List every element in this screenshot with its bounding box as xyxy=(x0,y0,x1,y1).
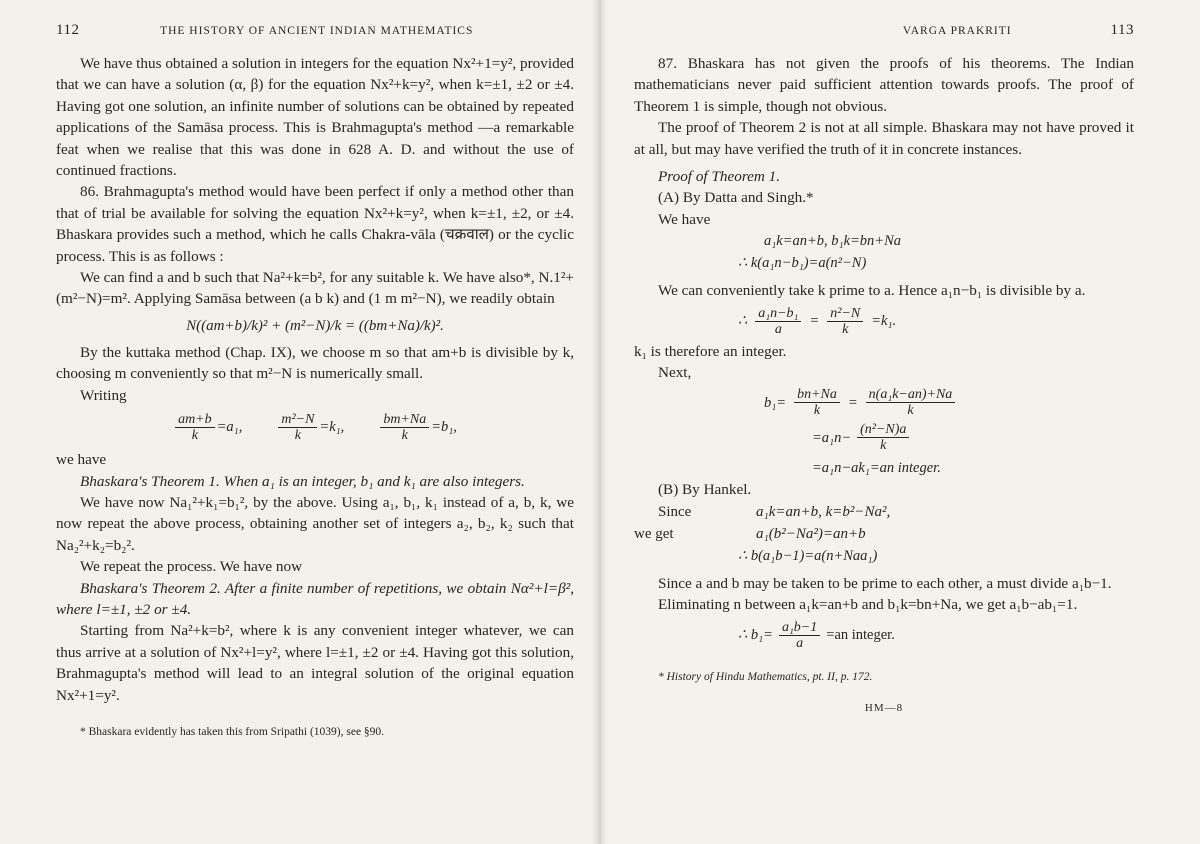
eq-b4-num: a₁b−1 xyxy=(779,620,820,636)
eq-a3-rhs: =k₁. xyxy=(871,313,897,330)
right-page xyxy=(600,0,1200,844)
right-eq-a1: a₁k=an+b, b₁k=bn+Na xyxy=(764,233,902,250)
eq-a3-therefore: ∴ xyxy=(738,313,748,330)
right-eq-a4: b₁= $\frac{bn+Na}{k}$ = $\frac{\text{n(a₁k−an)+Na}}{k}$ xyxy=(634,387,1134,418)
eq2-den-1: k xyxy=(191,428,198,444)
eq-a4-den1: k xyxy=(813,403,821,419)
right-eq-b1: a₁k=an+b, k=b²−Na², xyxy=(756,503,891,520)
eq2-num-2: m²−N xyxy=(278,412,317,428)
left-paragraph-86: 86. Brahmagupta's method would have been perfect if only a method other than that of trial be available for solving the equation Nx²+k=y², when k=±1, ±2, or ±4. Bhaskara provides such a method, which he calls Chakra-vāla (चक्रवाल) or the cyclic process. This is as follows : xyxy=(56,183,574,265)
eq-b4-lhs: ∴ b₁= xyxy=(738,627,773,644)
right-paragraph-3: We can conveniently take k prime to a. Hence a₁n−b₁ is divisible by a. xyxy=(658,282,1086,300)
left-footnote: * Bhaskara evidently has taken this from Sripathi (1039), see §90. xyxy=(80,725,385,738)
left-paragraph-1: We have thus obtained a solution in integers for the equation Nx²+1=y², provided that we can have a solution (α, β) for the equation Nx²+k=y², when k=±1, ±2 or ±4. Having got one solution, an infinite number of solutions can be obtained by repeated applications of the Samāsa process. This is Brahmagupta's method —a remarkable feat when we realise that this was done in 628 A. D. and without the use of continued fractions. xyxy=(56,55,574,180)
right-running-title: VARGA PRAKRITI xyxy=(902,25,1012,37)
eq2-rhs-2: =k₁, xyxy=(319,418,345,435)
right-eq-b2: a₁(b²−Na²)=an+b xyxy=(756,525,866,542)
right-part-b: (B) By Hankel. xyxy=(658,481,752,499)
eq2-term-b1 xyxy=(378,412,457,443)
eq-a3-den2: k xyxy=(842,321,849,337)
right-we-have: We have xyxy=(658,210,711,228)
book-gutter xyxy=(592,0,608,844)
right-eq-a6: =a₁n−ak₁=an integer. xyxy=(812,460,941,477)
right-page-number: 113 xyxy=(1110,22,1134,38)
eq-a3-den1: a xyxy=(774,321,782,337)
eq-a3-num2: n²−N xyxy=(827,306,863,322)
eq-a5-den: k xyxy=(880,438,887,454)
left-running-title: THE HISTORY OF ANCIENT INDIAN MATHEMATICS xyxy=(160,25,474,37)
eq-a4-lhs: b₁= xyxy=(764,394,787,411)
eq-b4-rhs: =an integer. xyxy=(826,627,895,644)
left-paragraph-5: We have now Na₁²+k₁=b₁², by the above. Using a₁, b₁, k₁ instead of a, b, k, we now repeat the above process, obtaining another set of integers a₂, b₂, k₂ such that Na₂²+k₂=b₂². xyxy=(56,493,574,554)
eq-a4-num1: bn+Na xyxy=(794,387,840,403)
right-eq-a5 xyxy=(634,422,1134,453)
left-we-have: we have xyxy=(56,451,107,469)
right-running-head xyxy=(634,22,1134,39)
right-paragraph-5: Eliminating n between a₁k=an+b and b₁k=bn+Na, we get a₁b−ab₁=1. xyxy=(658,596,1078,614)
right-footnote: * History of Hindu Mathematics, pt. II, p. 172. xyxy=(658,670,873,683)
left-equation-1: N((am+b)/k)² + (m²−N)/k = ((bm+Na)/k)². xyxy=(186,317,444,334)
right-k1-integer: k₁ is therefore an integer. xyxy=(634,342,787,360)
left-running-head xyxy=(56,22,574,39)
eq2-rhs-1: =a₁, xyxy=(216,418,243,435)
right-since: Since xyxy=(658,503,692,520)
eq-a4-num2: n(a₁k−an)+Na xyxy=(866,387,956,403)
left-equation-2 xyxy=(56,412,574,443)
left-theorem-1: Bhaskara's Theorem 1. When a₁ is an integer, b₁ and k₁ are also integers. xyxy=(80,472,525,490)
right-part-a: (A) By Datta and Singh.* xyxy=(658,189,814,207)
left-page-number: 112 xyxy=(56,22,80,38)
left-writing-label: Writing xyxy=(80,386,127,404)
right-paragraph-2: The proof of Theorem 2 is not at all simple. Bhaskara may not have proved it at all, but may have verified the truth of it in concrete instances. xyxy=(634,119,1134,158)
eq2-num-3: bm+Na xyxy=(380,412,429,428)
left-paragraph-6: We repeat the process. We have now xyxy=(80,558,303,576)
right-next: Next, xyxy=(658,364,692,382)
right-we-get: we get xyxy=(634,525,674,542)
right-eq-a2: ∴ k(a₁n−b₁)=a(n²−N) xyxy=(738,255,867,272)
left-theorem-2: Bhaskara's Theorem 2. After a finite number of repetitions, we obtain Nα²+l=β², where l=±1, ±2 or ±4. xyxy=(56,579,574,618)
right-paragraph-4: Since a and b may be taken to be prime to each other, a must divide a₁b−1. xyxy=(658,574,1112,592)
right-paragraph-87: 87. Bhaskara has not given the proofs of his theorems. The Indian mathematicians never paid sufficient attention towards proofs. The proof of Theorem 1 is simple, though not obvious. xyxy=(634,55,1134,115)
left-paragraph-7: Starting from Na²+k=b², where k is any convenient integer whatever, we can thus arrive at a solution of Nx²+l=y², where l=±1, ±2 or ±4. Having got this solution, Brahmagupta's method will lead to an integral solution of the original equation Nx²+1=y². xyxy=(56,622,574,704)
left-paragraph-4: By the kuttaka method (Chap. IX), we choose m so that am+b is divisible by k, choosing m conveniently so that m²−N is numerically small. xyxy=(56,343,574,383)
eq2-den-3: k xyxy=(401,428,408,444)
eq2-term-k1 xyxy=(276,412,344,443)
eq2-rhs-3: =b₁, xyxy=(431,418,457,435)
right-eq-b4 xyxy=(634,620,1134,651)
eq-a4-den2: k xyxy=(907,403,914,419)
right-eq-b1-row xyxy=(634,501,1134,523)
eq2-term-a1 xyxy=(173,412,242,443)
eq-a3-num1: a₁n−b₁ xyxy=(755,306,801,322)
eq-a5-num: (n²−N)a xyxy=(857,422,909,438)
eq-a5-lhs: =a₁n− xyxy=(812,429,852,446)
right-eq-b3: ∴ b(a₁b−1)=a(n+Naa₁) xyxy=(738,547,878,564)
right-signature-mark: HM—8 xyxy=(864,702,904,715)
eq2-den-2: k xyxy=(294,428,301,444)
eq2-num-1: am+b xyxy=(175,412,215,428)
eq-b4-den: a xyxy=(796,635,804,651)
right-eq-a3: ∴ $\frac{\text{a₁n−b₁}}{a}$ = $\frac{\text{n²−N}}{k}$ =k₁. xyxy=(738,305,897,337)
left-paragraph-3: We can find a and b such that Na²+k=b², for any suitable k. We have also*, N.1²+(m²−N)=m². Applying Samāsa between (a b k) and (1 m m²−N), we readily obtain xyxy=(56,269,574,308)
right-proof-heading: Proof of Theorem 1. xyxy=(658,168,781,186)
right-eq-b2-row xyxy=(634,523,1134,545)
